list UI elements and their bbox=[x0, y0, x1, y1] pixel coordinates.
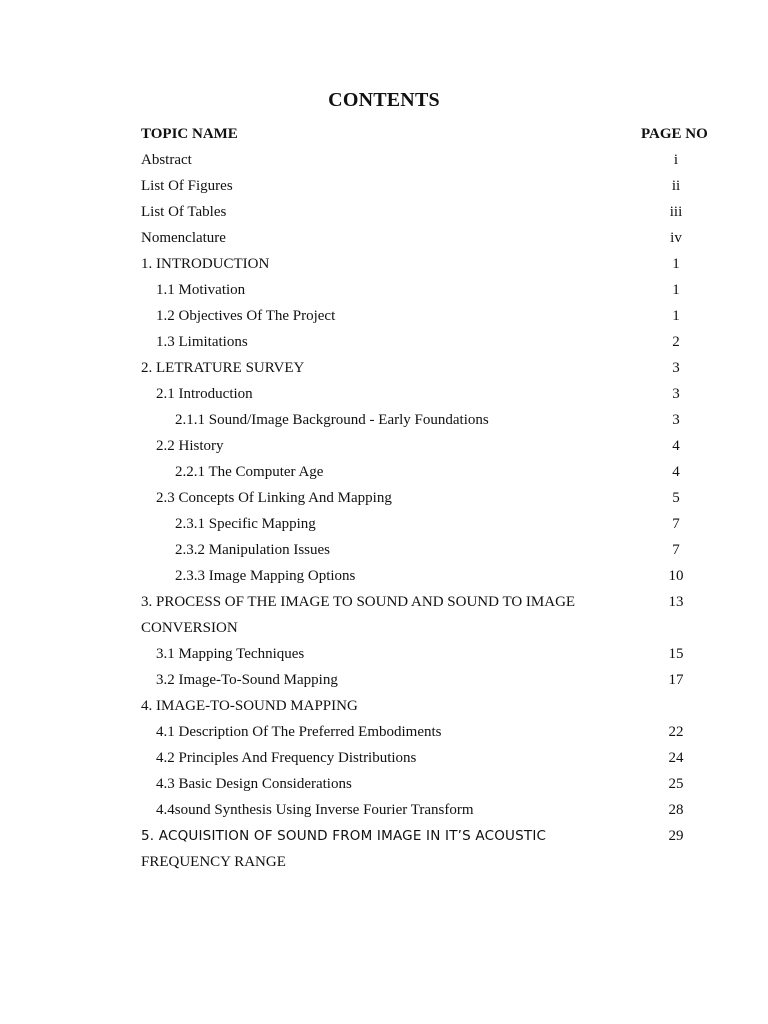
toc-entry bbox=[141, 849, 721, 875]
toc-entry bbox=[141, 615, 721, 641]
toc-entry bbox=[141, 823, 721, 849]
toc-page-number: 22 bbox=[668, 724, 684, 740]
toc-page-number: iv bbox=[670, 230, 682, 246]
toc-page-number: 10 bbox=[668, 568, 684, 584]
toc-topic: 2.3.1 Specific Mapping bbox=[175, 516, 316, 532]
toc-topic: 2.3.2 Manipulation Issues bbox=[175, 542, 330, 558]
toc-topic: List Of Figures bbox=[141, 178, 233, 194]
toc-page-number: 13 bbox=[668, 594, 684, 610]
toc-topic: 3.1 Mapping Techniques bbox=[156, 646, 305, 662]
toc-page-number: 7 bbox=[672, 516, 680, 532]
toc-entry bbox=[141, 407, 721, 433]
toc-topic: 1. INTRODUCTION bbox=[141, 256, 270, 272]
toc-topic: 4. IMAGE-TO-SOUND MAPPING bbox=[141, 698, 358, 714]
toc-topic: 2.2 History bbox=[156, 438, 224, 454]
toc-topic: Abstract bbox=[141, 152, 192, 168]
toc-page-number: 4 bbox=[672, 464, 680, 480]
toc-page-number: 2 bbox=[672, 334, 680, 350]
toc-topic: 1.3 Limitations bbox=[156, 334, 248, 350]
toc-entry bbox=[141, 745, 721, 771]
toc-topic: 4.2 Principles And Frequency Distributions bbox=[156, 750, 417, 766]
toc-entry bbox=[141, 277, 721, 303]
toc-entry bbox=[141, 329, 721, 355]
toc-topic: 2. LETRATURE SURVEY bbox=[141, 360, 305, 376]
toc-entry bbox=[141, 173, 721, 199]
toc-topic: 4.3 Basic Design Considerations bbox=[156, 776, 352, 792]
toc-page-number: 28 bbox=[668, 802, 684, 818]
toc-page-number: 5 bbox=[672, 490, 680, 506]
toc-entry bbox=[141, 433, 721, 459]
toc-page-number: 17 bbox=[668, 672, 684, 688]
toc-topic: 4.4sound Synthesis Using Inverse Fourier Transform bbox=[156, 802, 474, 818]
toc-entry bbox=[141, 667, 721, 693]
page-no-header: PAGE NO bbox=[641, 126, 708, 142]
table-of-contents bbox=[141, 121, 721, 875]
toc-entry bbox=[141, 511, 721, 537]
toc-entry bbox=[141, 381, 721, 407]
toc-entry bbox=[141, 771, 721, 797]
toc-page-number: i bbox=[673, 152, 679, 168]
toc-entry bbox=[141, 641, 721, 667]
toc-entry bbox=[141, 563, 721, 589]
toc-topic: 2.1.1 Sound/Image Background - Early Foundations bbox=[175, 412, 489, 428]
toc-page-number: 25 bbox=[668, 776, 684, 792]
toc-page-number: 3 bbox=[672, 386, 680, 402]
toc-page-number: 29 bbox=[668, 828, 684, 844]
topic-name-header: TOPIC NAME bbox=[141, 126, 238, 142]
toc-topic: 2.2.1 The Computer Age bbox=[175, 464, 324, 480]
toc-entry bbox=[141, 459, 721, 485]
toc-entry bbox=[141, 719, 721, 745]
toc-entry bbox=[141, 797, 721, 823]
toc-header-row bbox=[141, 121, 721, 147]
toc-topic: FREQUENCY RANGE bbox=[141, 854, 286, 870]
toc-topic: 1.2 Objectives Of The Project bbox=[156, 308, 336, 324]
toc-topic: Nomenclature bbox=[141, 230, 226, 246]
toc-page-number: iii bbox=[669, 204, 683, 220]
toc-topic: 4.1 Description Of The Preferred Embodiments bbox=[156, 724, 442, 740]
toc-topic: 1.1 Motivation bbox=[156, 282, 246, 298]
toc-entry bbox=[141, 589, 721, 615]
toc-page-number: 1 bbox=[672, 308, 680, 324]
page-title: CONTENTS bbox=[328, 89, 440, 111]
toc-entry bbox=[141, 147, 721, 173]
toc-page-number: 4 bbox=[672, 438, 680, 454]
toc-topic: 2.1 Introduction bbox=[156, 386, 253, 402]
toc-entry bbox=[141, 537, 721, 563]
toc-page-number: 1 bbox=[672, 256, 680, 272]
toc-page-number: 24 bbox=[668, 750, 684, 766]
toc-page-number: 3 bbox=[672, 412, 680, 428]
toc-topic: 5. ACQUISITION OF SOUND FROM IMAGE IN IT’S ACOUSTIC bbox=[141, 828, 547, 844]
toc-topic: 3.2 Image-To-Sound Mapping bbox=[156, 672, 338, 688]
toc-page-number: ii bbox=[671, 178, 681, 194]
toc-topic: CONVERSION bbox=[141, 620, 238, 636]
toc-entry bbox=[141, 199, 721, 225]
toc-entry bbox=[141, 251, 721, 277]
toc-topic: 2.3 Concepts Of Linking And Mapping bbox=[156, 490, 392, 506]
toc-entry bbox=[141, 355, 721, 381]
toc-topic: List Of Tables bbox=[141, 204, 227, 220]
toc-entry bbox=[141, 303, 721, 329]
toc-page-number: 15 bbox=[668, 646, 684, 662]
toc-entry bbox=[141, 225, 721, 251]
toc-topic: 2.3.3 Image Mapping Options bbox=[175, 568, 356, 584]
toc-page-number: 7 bbox=[672, 542, 680, 558]
toc-entry bbox=[141, 485, 721, 511]
toc-page-number: 3 bbox=[672, 360, 680, 376]
toc-entry bbox=[141, 693, 721, 719]
toc-topic: 3. PROCESS OF THE IMAGE TO SOUND AND SOUND TO IMAGE bbox=[141, 594, 576, 610]
toc-page-number: 1 bbox=[672, 282, 680, 298]
